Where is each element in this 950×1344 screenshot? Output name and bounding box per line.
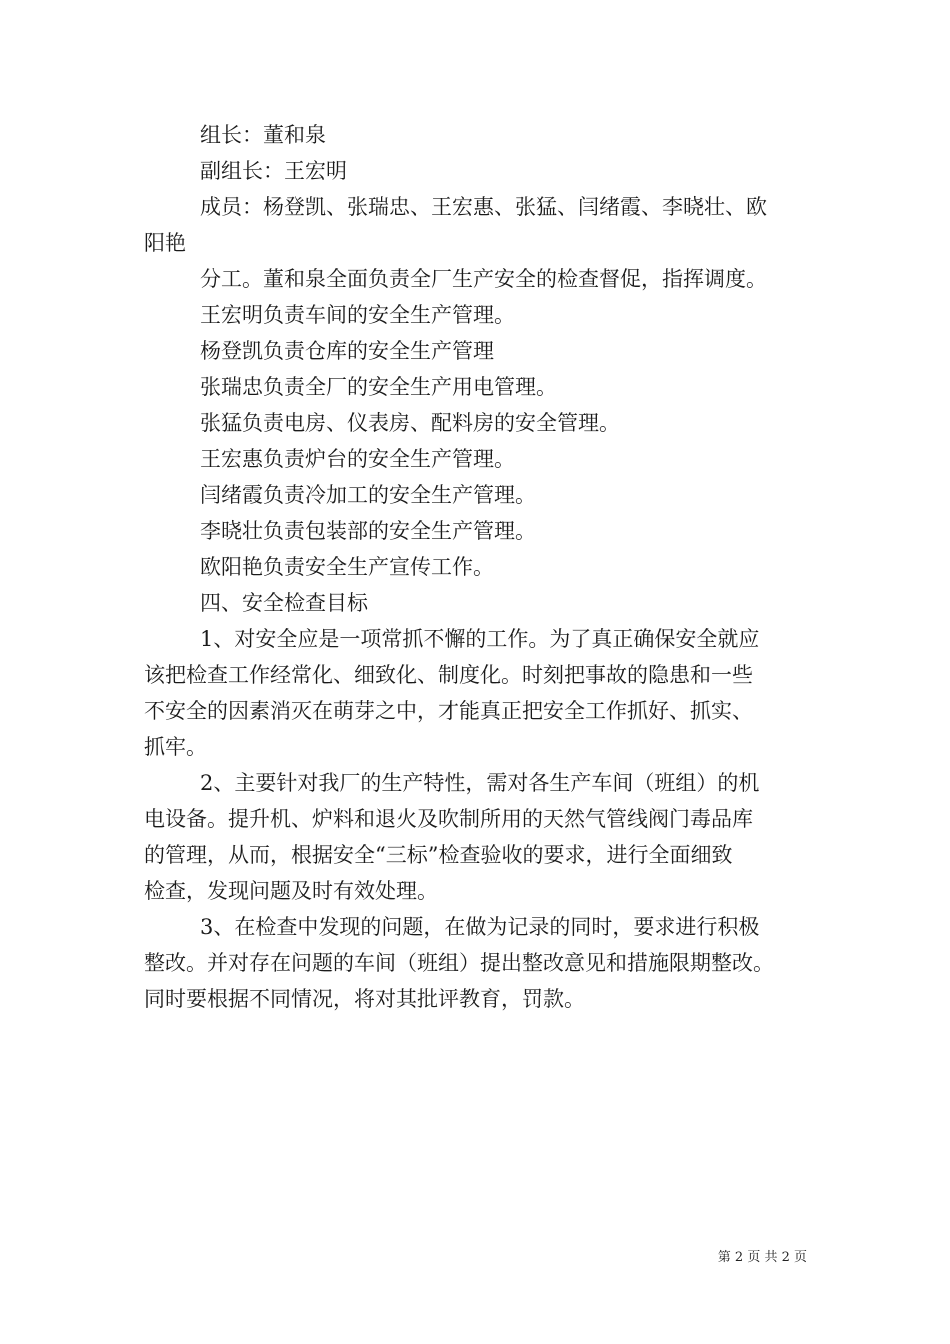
paragraph-line: 1、对安全应是一项常抓不懈的工作。为了真正确保安全就应 xyxy=(200,627,760,651)
paragraph-line: 该把检查工作经常化、细致化、制度化。时刻把事故的隐患和一些 xyxy=(144,663,753,687)
duty-line: 王宏明负责车间的安全生产管理。 xyxy=(200,303,515,327)
paragraph-line: 检查，发现问题及时有效处理。 xyxy=(144,879,438,903)
duty-line: 闫绪霞负责冷加工的安全生产管理。 xyxy=(200,483,536,507)
duty-line: 张瑞忠负责全厂的安全生产用电管理。 xyxy=(200,375,557,399)
team-leader: 组长：董和泉 xyxy=(200,123,326,147)
paragraph-line: 同时要根据不同情况，将对其批评教育，罚款。 xyxy=(144,987,585,1011)
duty-line: 欧阳艳负责安全生产宣传工作。 xyxy=(200,555,494,579)
paragraph-line: 电设备。提升机、炉料和退火及吹制所用的天然气管线阀门毒品库 xyxy=(144,807,753,831)
paragraph-line: 3、在检查中发现的问题，在做为记录的同时，要求进行积极 xyxy=(200,915,760,939)
team-deputy: 副组长：王宏明 xyxy=(200,159,347,183)
objective-paragraph-3 xyxy=(144,909,814,1017)
team-members-line-2: 阳艳 xyxy=(144,231,186,255)
objective-paragraph-2 xyxy=(144,765,814,909)
paragraph-line: 不安全的因素消灭在萌芽之中，才能真正把安全工作抓好、抓实、 xyxy=(144,699,753,723)
duty-line: 李晓壮负责包装部的安全生产管理。 xyxy=(200,519,536,543)
duty-line: 王宏惠负责炉台的安全生产管理。 xyxy=(200,447,515,471)
team-members-line-1: 成员：杨登凯、张瑞忠、王宏惠、张猛、闫绪霞、李晓壮、欧 xyxy=(200,195,767,219)
paragraph-line: 抓牢。 xyxy=(144,735,207,759)
duty-line: 分工。董和泉全面负责全厂生产安全的检查督促，指挥调度。 xyxy=(200,267,767,291)
page-number-footer: 第 2 页 共 2 页 xyxy=(717,1250,807,1265)
document-body xyxy=(144,117,814,1017)
duty-line: 杨登凯负责仓库的安全生产管理 xyxy=(200,339,494,363)
duty-line: 张猛负责电房、仪表房、配料房的安全管理。 xyxy=(200,411,620,435)
paragraph-line: 的管理，从而，根据安全“三标”检查验收的要求，进行全面细致 xyxy=(144,843,733,867)
paragraph-line: 2、主要针对我厂的生产特性，需对各生产车间（班组）的机 xyxy=(200,771,760,795)
paragraph-line: 整改。并对存在问题的车间（班组）提出整改意见和措施限期整改。 xyxy=(144,951,774,975)
objective-paragraph-1 xyxy=(144,621,814,765)
section-heading: 四、安全检查目标 xyxy=(200,591,368,615)
